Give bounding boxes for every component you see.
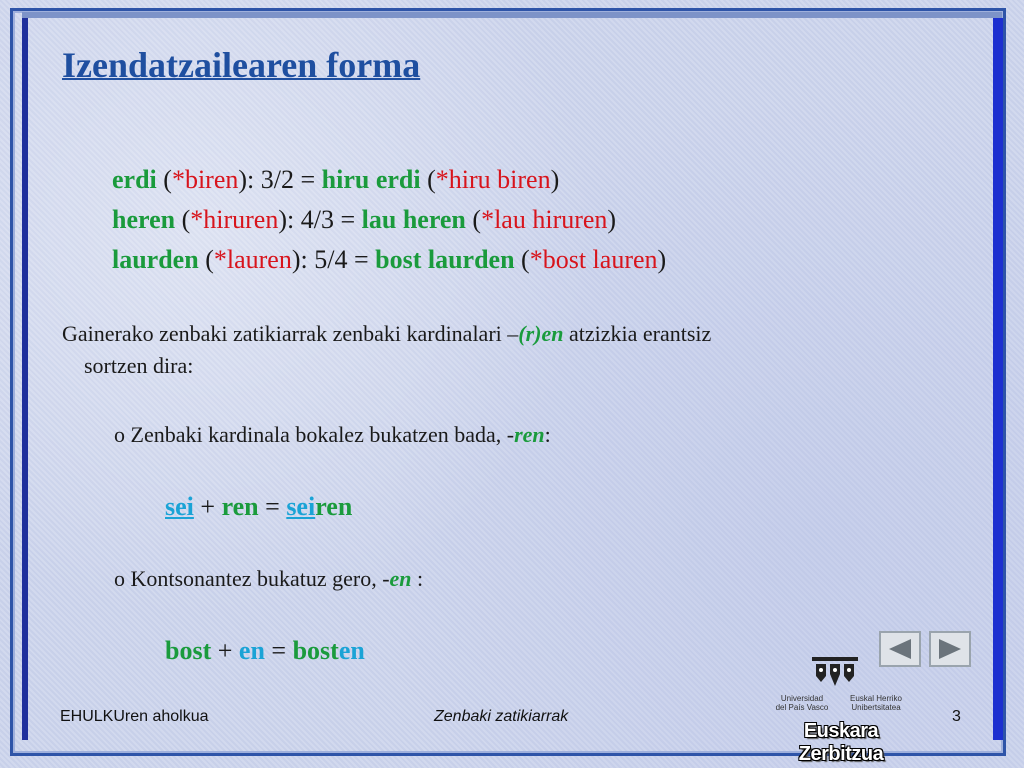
bullet-marker: o xyxy=(114,566,125,591)
logo-basque-name xyxy=(838,694,914,712)
explanation-paragraph xyxy=(62,318,922,382)
rule-wrong-form: *hiruren xyxy=(190,205,279,234)
triangle-right-icon xyxy=(935,637,965,661)
rule-wrong-result: *lau hiruren xyxy=(481,205,608,234)
bullet-suffix: en xyxy=(389,566,412,591)
rule-fraction: 4/3 xyxy=(300,205,334,234)
logo-banner-text: Euskara Zerbitzua xyxy=(798,720,884,765)
example-result-suffix: en xyxy=(338,636,365,665)
bullet-text: Kontsonantez bukatuz gero, - xyxy=(130,566,390,591)
bullet-text: Zenbaki kardinala bokalez bukatzen bada, - xyxy=(130,422,515,447)
example-result-base: bost xyxy=(292,636,339,665)
logo-line: del País Vasco xyxy=(775,703,829,712)
plus-sign: + xyxy=(217,636,233,665)
rule-word: erdi xyxy=(112,165,157,194)
bullet-consonant-ending xyxy=(114,566,423,592)
rule-line-heren: heren (*hiruren): 4/3 = lau heren (*lau hiruren) xyxy=(112,205,617,234)
logo-spanish-name xyxy=(766,694,838,712)
rule-word: heren xyxy=(112,205,176,234)
paragraph-line-1 xyxy=(62,318,922,350)
frame-left-bar xyxy=(22,18,28,740)
ehu-euskara-zerbitzua-logo xyxy=(766,656,916,765)
bullet-end: : xyxy=(411,566,424,591)
slide-number: 3 xyxy=(952,708,961,725)
rule-wrong-result: *hiru biren xyxy=(435,165,551,194)
example-suffix: ren xyxy=(221,492,259,521)
bullet-suffix: ren xyxy=(514,422,545,447)
rule-fraction: 5/4 xyxy=(314,245,348,274)
university-emblem-icon xyxy=(810,656,860,692)
next-slide-button[interactable] xyxy=(929,631,971,667)
paragraph-continuation: sortzen dira: xyxy=(84,353,194,378)
footer-left: EHULKUren aholkua xyxy=(60,708,209,725)
rule-line-laurden: laurden (*lauren): 5/4 = bost laurden (*bost lauren) xyxy=(112,245,667,274)
rule-fraction: 3/2 xyxy=(260,165,294,194)
bullet-end: : xyxy=(544,422,551,447)
example-sei xyxy=(165,492,352,522)
frame-top-bar xyxy=(22,12,1002,18)
rule-wrong-result: *bost lauren xyxy=(529,245,658,274)
logo-line: Euskal Herriko xyxy=(849,694,902,703)
paragraph-text: Gainerako zenbaki zatikiarrak zenbaki kardinalari – xyxy=(62,321,519,346)
rule-wrong-form: *biren xyxy=(171,165,239,194)
rule-result: hiru erdi xyxy=(321,165,421,194)
rule-word: laurden xyxy=(112,245,199,274)
equals-sign: = xyxy=(271,636,287,665)
paragraph-text-after: atzizkia erantsiz xyxy=(563,321,712,346)
equals-sign: = xyxy=(265,492,280,521)
example-base: bost xyxy=(165,636,212,665)
suffix-ren-en: (r)en xyxy=(518,321,564,346)
footer-center: Zenbaki zatikiarrak xyxy=(434,708,569,725)
frame-right-bar xyxy=(993,18,1003,740)
example-bost xyxy=(165,636,365,666)
slide-title: Izendatzailearen forma xyxy=(62,45,421,85)
logo-line: Unibertsitatea xyxy=(851,703,901,712)
example-result-base: sei xyxy=(286,492,316,521)
rule-line-erdi: erdi (*biren): 3/2 = hiru erdi (*hiru biren) xyxy=(112,165,560,194)
bullet-marker: o xyxy=(114,422,125,447)
rule-wrong-form: *lauren xyxy=(213,245,292,274)
bullet-vowel-ending xyxy=(114,422,551,448)
rule-result: lau heren xyxy=(361,205,466,234)
example-suffix: en xyxy=(238,636,265,665)
example-result-suffix: ren xyxy=(315,492,353,521)
rule-result: bost laurden xyxy=(375,245,515,274)
example-base: sei xyxy=(165,492,194,521)
plus-sign: + xyxy=(200,492,216,521)
slide-frame xyxy=(10,8,1006,756)
logo-line: Universidad xyxy=(780,694,824,703)
